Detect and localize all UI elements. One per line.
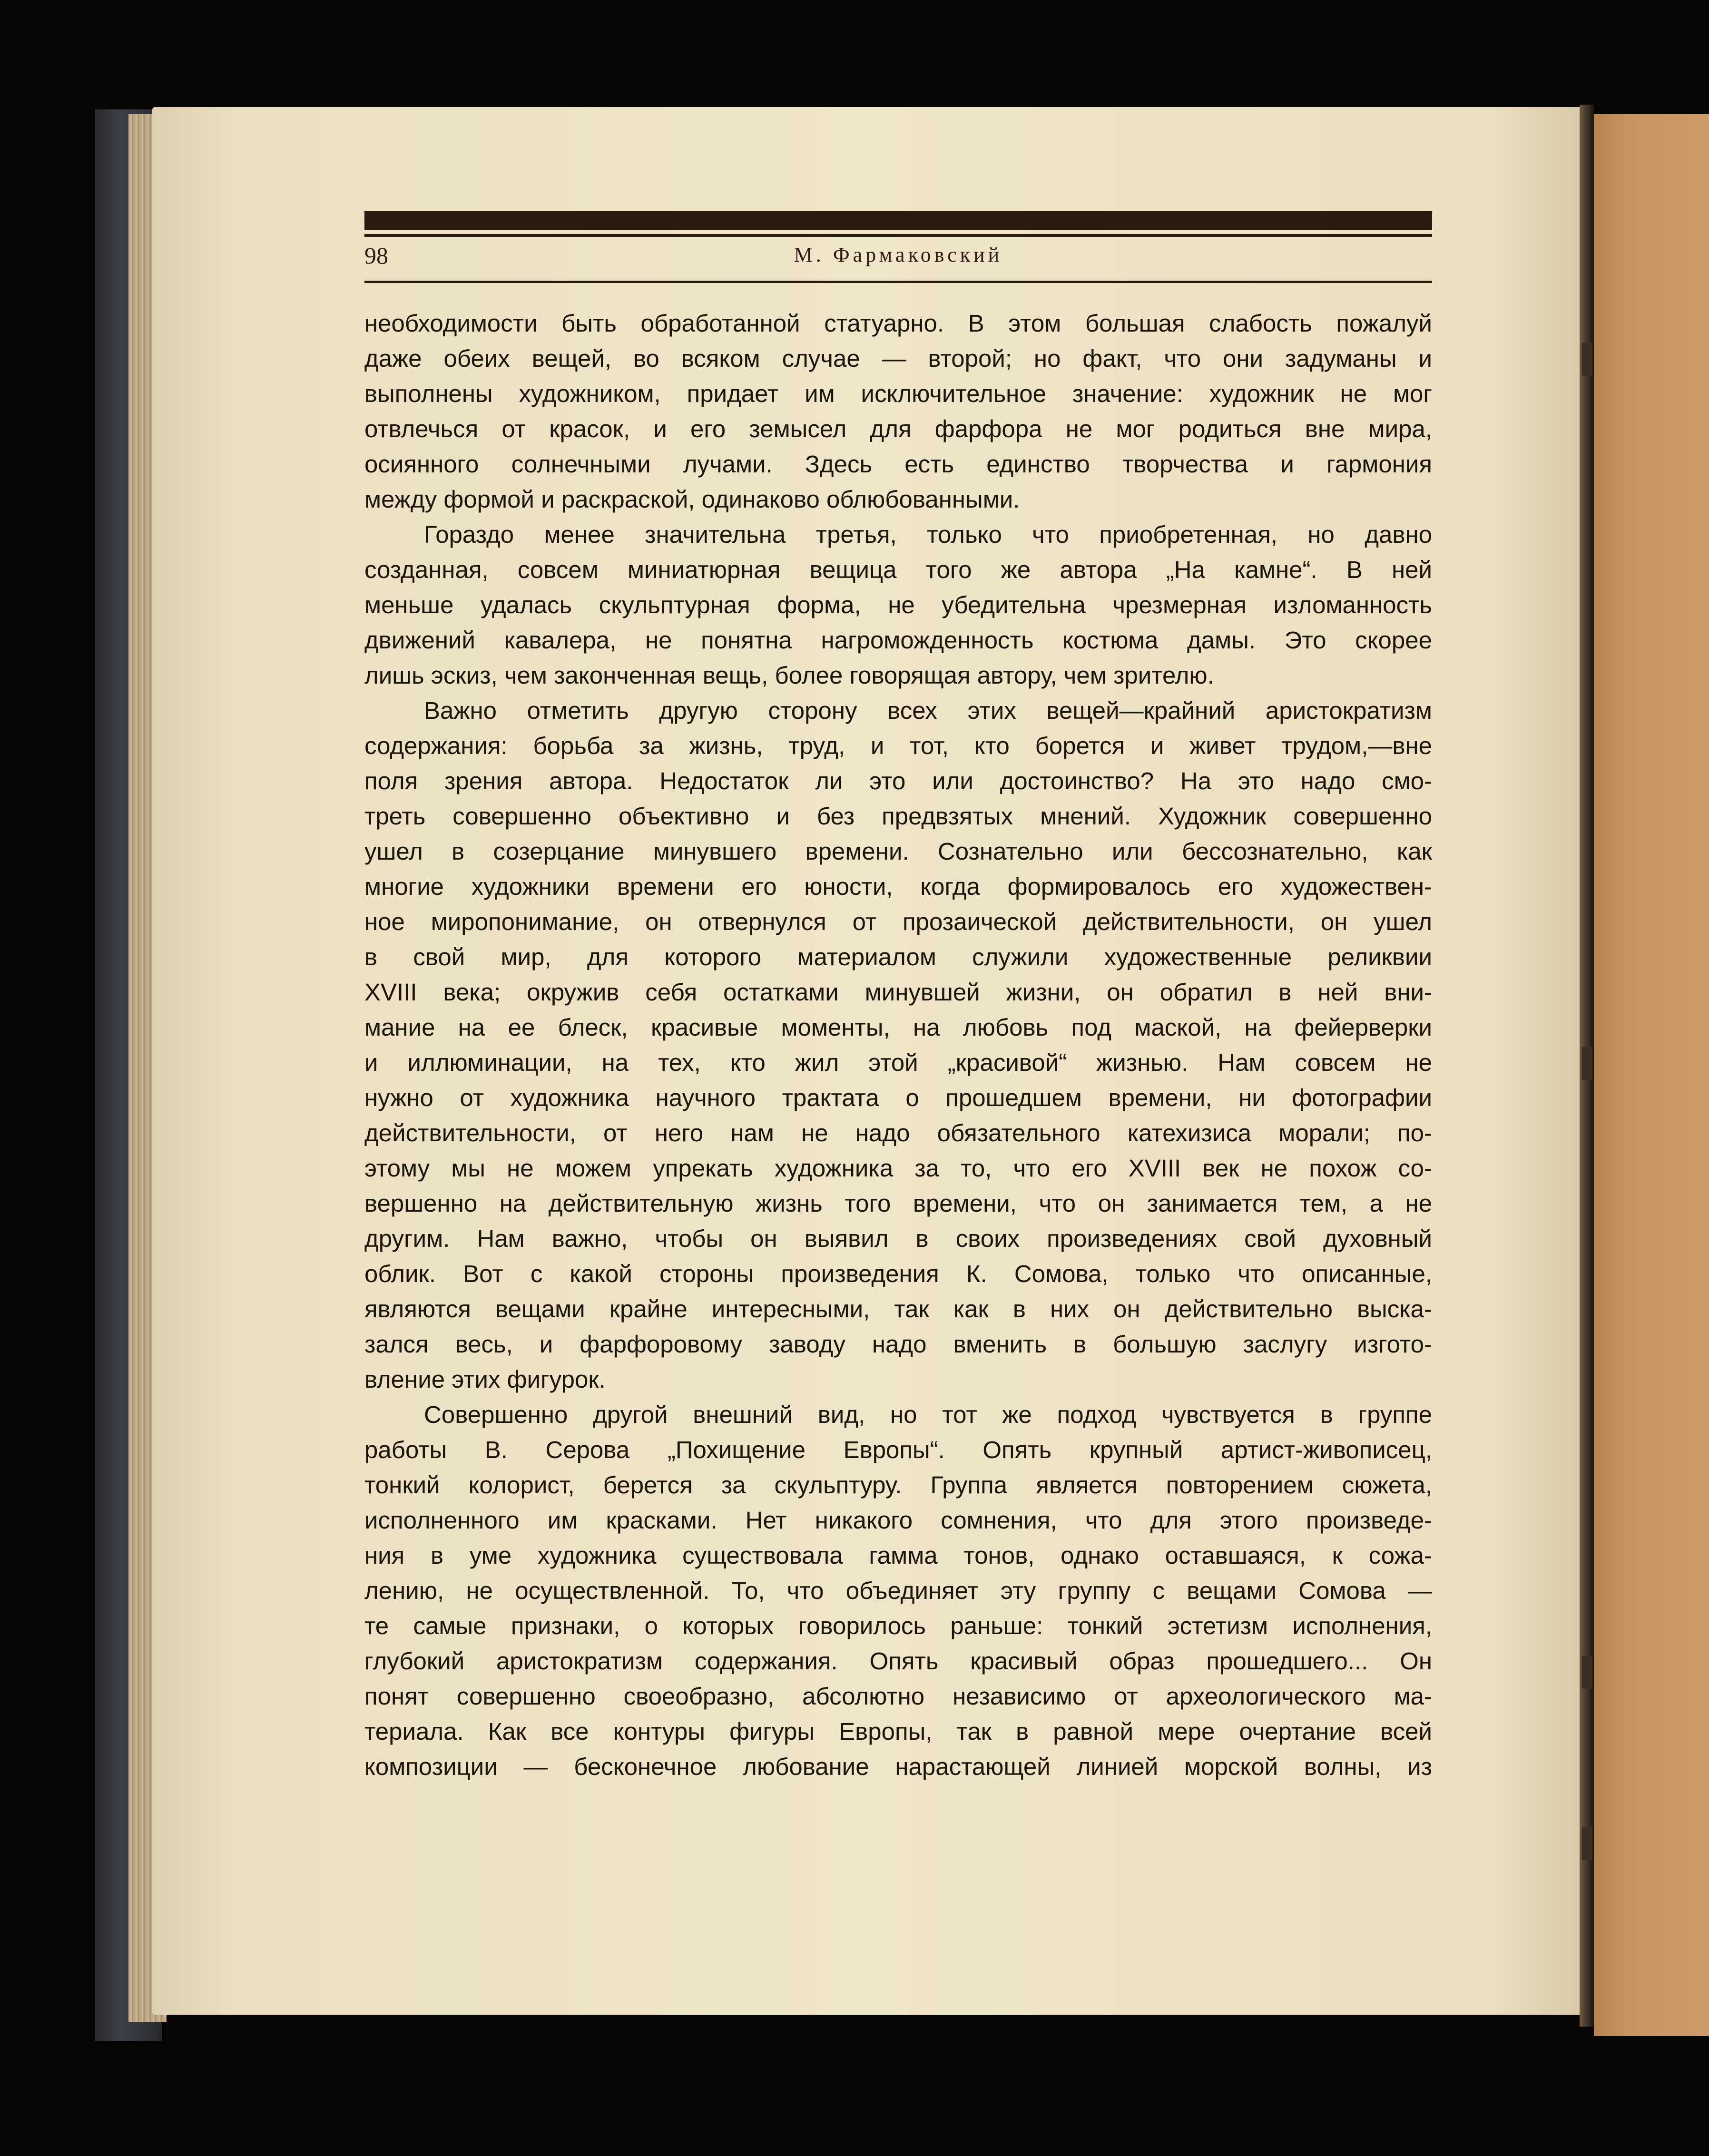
text-line: даже обеих вещей, во всяком случае — второй; но факт, что они задуманы и	[364, 345, 1432, 372]
text-line: этому мы не можем упрекать художника за то, что его XVIII век не похож со-	[364, 1155, 1432, 1182]
text-line: ушел в созерцание минувшего времени. Сознательно или бессознательно, как	[364, 838, 1432, 865]
text-line: тонкий колорист, берется за скульптуру. Группа является повторением сюжета,	[364, 1471, 1432, 1499]
header-thick-rule	[364, 211, 1432, 230]
text-line: мание на ее блеск, красивые моменты, на любовь под маской, на фейерверки	[364, 1014, 1432, 1041]
paragraph-first-line: Важно отметить другую сторону всех этих вещей—крайний аристократизм	[424, 697, 1432, 724]
paragraph-first-line: Гораздо менее значительна третья, только что приобретенная, но давно	[424, 521, 1432, 548]
text-line: движений кавалера, не понятна нагроможденность костюма дамы. Это скорее	[364, 627, 1432, 654]
text-line: поля зрения автора. Недостаток ли это или достоинство? На это надо смо-	[364, 767, 1432, 794]
text-line: созданная, совсем миниатюрная вещица того же автора „На камне“. В ней	[364, 556, 1432, 583]
header-under-rule	[364, 281, 1432, 283]
text-line: вление этих фигурок.	[364, 1366, 606, 1393]
text-line: работы В. Серова „Похищение Европы“. Опять крупный артист-живописец,	[364, 1436, 1432, 1463]
text-line: териала. Как все контуры фигуры Европы, так в равной мере очертание всей	[364, 1718, 1432, 1745]
binding-stitch	[1582, 1827, 1592, 1860]
running-head: М. Фармаковский	[794, 243, 1003, 266]
page-number: 98	[364, 242, 388, 269]
text-line: другим. Нам важно, чтобы он выявил в своих произведениях свой духовный	[364, 1225, 1432, 1252]
text-line: содержания: борьба за жизнь, труд, и тот, кто борется и живет трудом,—вне	[364, 732, 1432, 759]
text-line: действительности, от него нам не надо обязательного катехизиса морали; по-	[364, 1119, 1432, 1147]
body-text	[364, 306, 1432, 1784]
binding-stitch	[1582, 1047, 1592, 1080]
text-line: многие художники времени его юности, когда формировалось его художествен-	[364, 873, 1432, 900]
text-line: нужно от художника научного трактата о прошедшем времени, ни фотографии	[364, 1084, 1432, 1111]
text-line: и иллюминации, на тех, кто жил этой „красивой“ жизнью. Нам совсем не	[364, 1049, 1432, 1076]
text-line: зался весь, и фарфоровому заводу надо вменить в большую заслугу изгото-	[364, 1331, 1432, 1358]
text-line: осиянного солнечными лучами. Здесь есть единство творчества и гармония	[364, 451, 1432, 478]
text-line: необходимости быть обработанной статуарно. В этом большая слабость пожалуй	[364, 310, 1432, 337]
text-line: облик. Вот с какой стороны произведения К. Сомова, только что описанные,	[364, 1260, 1432, 1287]
text-line: ное миропонимание, он отвернулся от прозаической действительности, он ушел	[364, 908, 1432, 935]
binding-stitch	[1582, 343, 1592, 376]
text-line: те самые признаки, о которых говорилось раньше: тонкий эстетизм исполнения,	[364, 1612, 1432, 1639]
text-line: лишь эскиз, чем законченная вещь, более говорящая автору, чем зрителю.	[364, 662, 1214, 689]
header-thin-rule	[364, 234, 1432, 237]
text-line: композиции — бесконечное любование нарастающей линией морской волны, из	[364, 1753, 1432, 1780]
text-line: лению, не осуществленной. То, что объединяет эту группу с вещами Сомова —	[364, 1577, 1432, 1604]
text-line: являются вещами крайне интересными, так как в них он действительно выска-	[364, 1295, 1432, 1323]
text-line: исполненного им красками. Нет никакого сомнения, что для этого произведе-	[364, 1507, 1432, 1534]
facing-page	[1594, 114, 1709, 2036]
text-line: выполнены художником, придает им исключительное значение: художник не мог	[364, 380, 1432, 407]
text-line: ния в уме художника существовала гамма тонов, однако оставшаяся, к сожа-	[364, 1542, 1432, 1569]
text-line: XVIII века; окружив себя остатками минувшей жизни, он обратил в ней вни-	[364, 979, 1432, 1006]
text-line: меньше удалась скульптурная форма, не убедительна чрезмерная изломанность	[364, 591, 1432, 618]
text-line: отвлечься от красок, и его земысел для фарфора не мог родиться вне мира,	[364, 415, 1432, 442]
text-line: глубокий аристократизм содержания. Опять красивый образ прошедшего... Он	[364, 1647, 1432, 1675]
text-line: понят совершенно своеобразно, абсолютно независимо от археологического ма-	[364, 1683, 1432, 1710]
text-line: вершенно на действительную жизнь того времени, что он занимается тем, а не	[364, 1190, 1432, 1217]
text-line: между формой и раскраской, одинаково облюбованными.	[364, 486, 1020, 513]
text-line: в свой мир, для которого материалом служили художественные реликвии	[364, 943, 1432, 970]
binding-stitch	[1582, 1656, 1592, 1689]
paragraph-first-line: Совершенно другой внешний вид, но тот же подход чувствуется в группе	[424, 1401, 1432, 1428]
text-line: треть совершенно объективно и без предвзятых мнений. Художник совершенно	[364, 803, 1432, 830]
